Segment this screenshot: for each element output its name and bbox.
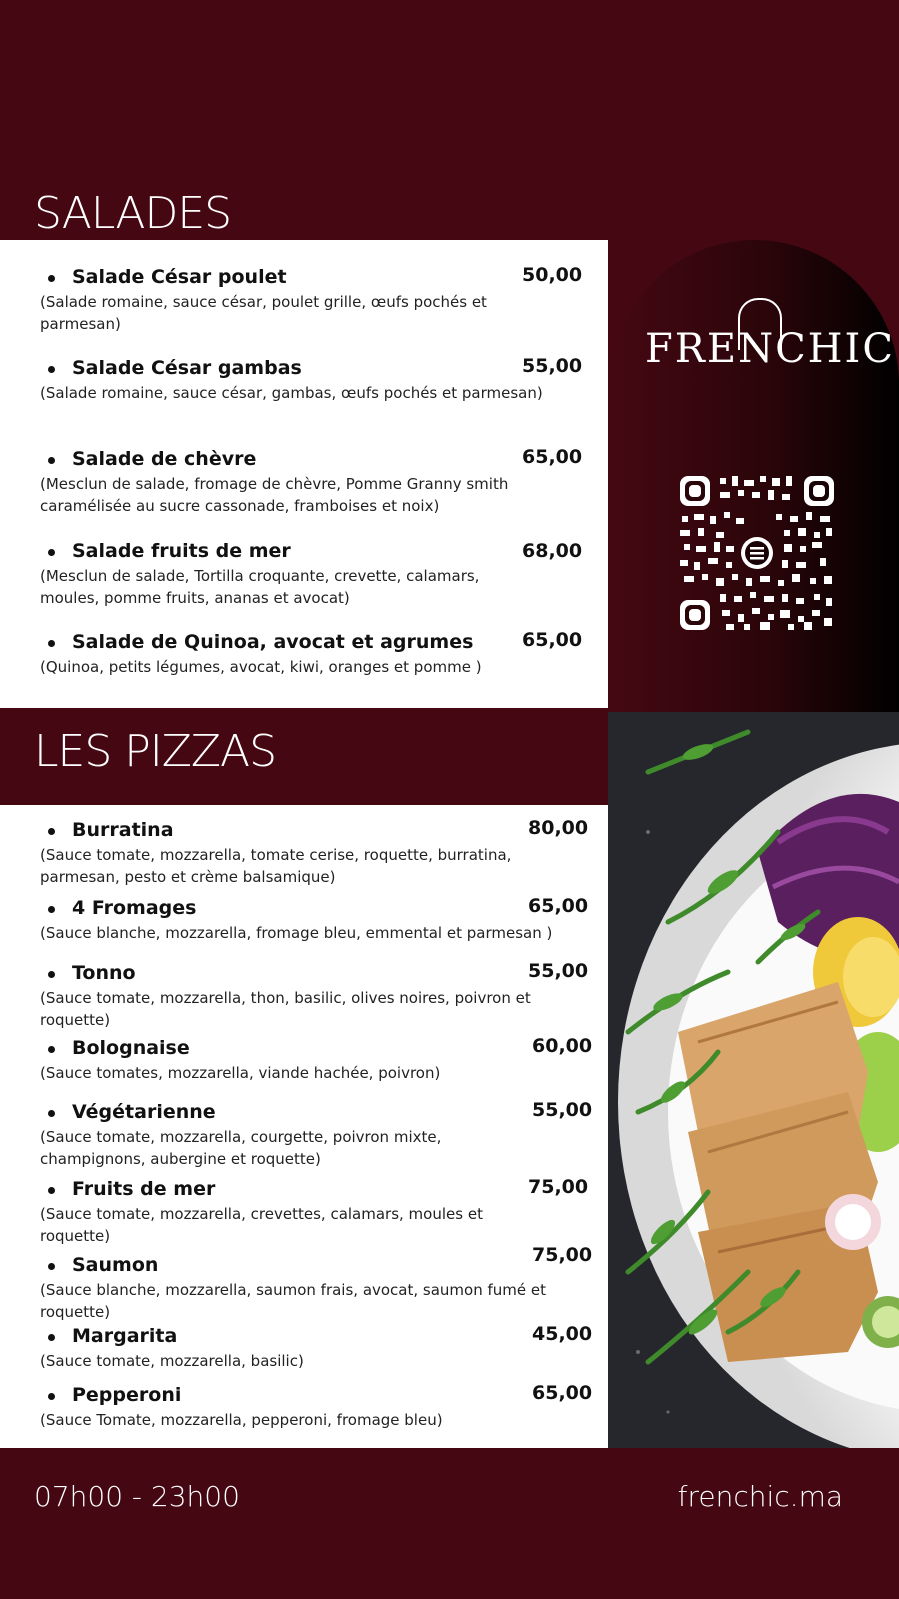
item-name: Tonno [72, 962, 136, 984]
item-description: (Sauce blanche, mozzarella, saumon frais, avocat, saumon fumé et roquette) [40, 1281, 547, 1321]
bullet [48, 971, 55, 978]
item-price: 65,00 [532, 1382, 593, 1404]
bullet [48, 1046, 55, 1053]
item-name: Salade fruits de mer [72, 540, 291, 562]
salad-photo [608, 712, 899, 1448]
bullet [48, 1263, 55, 1270]
item-price: 65,00 [522, 446, 583, 468]
item-name: Fruits de mer [72, 1178, 216, 1200]
item-description: (Salade romaine, sauce césar, gambas, œufs pochés et parmesan) [40, 384, 543, 402]
item-name: Bolognaise [72, 1037, 190, 1059]
item-description: (Mesclun de salade, fromage de chèvre, Pomme Granny smith caramélisée au sucre cassonade, framboises et noix) [40, 475, 509, 515]
pizzas-heading: LES PIZZAS [34, 726, 277, 777]
item-price: 75,00 [532, 1244, 593, 1266]
item-description: (Sauce tomate, mozzarella, thon, basilic, olives noires, poivron et roquette) [40, 989, 531, 1029]
item-name: Salade de Quinoa, avocat et agrumes [72, 631, 474, 653]
bullet [48, 549, 55, 556]
item-name: Pepperoni [72, 1384, 182, 1406]
bullet [48, 366, 55, 373]
item-description: (Sauce tomate, mozzarella, courgette, poivron mixte, champignons, aubergine et roquette) [40, 1128, 442, 1168]
item-price: 45,00 [532, 1323, 593, 1345]
item-price: 50,00 [522, 264, 583, 286]
salades-heading: SALADES [34, 188, 232, 239]
item-description: (Sauce tomate, mozzarella, crevettes, calamars, moules et roquette) [40, 1205, 483, 1245]
website-link[interactable]: frenchic.ma [677, 1480, 843, 1513]
brand-logo: FRENCHIC [645, 326, 895, 372]
item-name: Salade de chèvre [72, 448, 257, 470]
bullet [48, 1110, 55, 1117]
bullet [48, 640, 55, 647]
item-description: (Sauce tomate, mozzarella, basilic) [40, 1352, 304, 1370]
bullet [48, 828, 55, 835]
item-price: 55,00 [522, 355, 583, 377]
bullet [48, 457, 55, 464]
item-name: Burratina [72, 819, 174, 841]
item-price: 65,00 [528, 895, 589, 917]
bullet [48, 275, 55, 282]
bullet [48, 906, 55, 913]
item-name: Végétarienne [72, 1101, 216, 1123]
item-price: 65,00 [522, 629, 583, 651]
item-price: 68,00 [522, 540, 583, 562]
item-price: 80,00 [528, 817, 589, 839]
bullet [48, 1334, 55, 1341]
item-price: 55,00 [528, 960, 589, 982]
item-price: 75,00 [528, 1176, 589, 1198]
opening-hours: 07h00 - 23h00 [34, 1480, 240, 1513]
item-description: (Mesclun de salade, Tortilla croquante, crevette, calamars, moules, pomme fruits, ananas et avocat) [40, 567, 480, 607]
salades-panel [0, 240, 608, 708]
item-price: 60,00 [532, 1035, 593, 1057]
item-name: Salade César poulet [72, 266, 287, 288]
item-description: (Sauce blanche, mozzarella, fromage bleu, emmental et parmesan ) [40, 924, 553, 942]
item-name: Salade César gambas [72, 357, 302, 379]
bullet [48, 1393, 55, 1400]
item-price: 55,00 [532, 1099, 593, 1121]
item-description: (Sauce tomate, mozzarella, tomate cerise, roquette, burratina, parmesan, pesto et crème balsamique) [40, 846, 512, 886]
qr-code-icon[interactable] [680, 476, 834, 630]
item-name: Saumon [72, 1254, 159, 1276]
item-description: (Sauce Tomate, mozzarella, pepperoni, fromage bleu) [40, 1411, 443, 1429]
item-description: (Quinoa, petits légumes, avocat, kiwi, oranges et pomme ) [40, 658, 482, 676]
pizzas-panel [0, 805, 608, 1448]
item-description: (Sauce tomates, mozzarella, viande hachée, poivron) [40, 1064, 441, 1082]
item-description: (Salade romaine, sauce césar, poulet grille, œufs pochés et parmesan) [40, 293, 487, 333]
item-name: Margarita [72, 1325, 178, 1347]
bullet [48, 1187, 55, 1194]
item-name: 4 Fromages [72, 897, 197, 919]
